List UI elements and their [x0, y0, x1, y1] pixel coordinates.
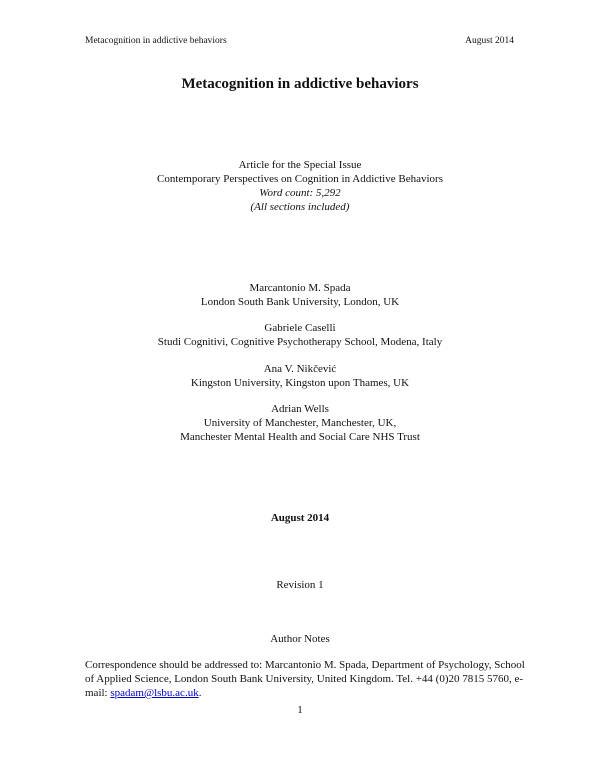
author-name: Gabriele Caselli: [264, 322, 336, 334]
author-block-3: [0, 362, 600, 390]
author-affiliation: University of Manchester, Manchester, UK,: [203, 417, 397, 429]
email-link[interactable]: spadam@lsbu.ac.uk: [110, 687, 199, 699]
page-number: 1: [297, 704, 303, 716]
paper-title: Metacognition in addictive behaviors: [181, 76, 419, 92]
author-block-4: [0, 402, 600, 444]
article-info: [0, 158, 600, 214]
author-block-2: [0, 321, 600, 349]
author-affiliation-secondary: Manchester Mental Health and Social Care NHS Trust: [180, 431, 420, 443]
author-name: Marcantonio M. Spada: [249, 282, 351, 294]
word-count: Word count: 5,292: [259, 187, 341, 199]
issue-title-line: Contemporary Perspectives on Cognition in Addictive Behaviors: [157, 173, 443, 185]
correspondence-note: [85, 658, 530, 700]
running-head-title: Metacognition in addictive behaviors: [85, 36, 227, 46]
author-block-1: [0, 281, 600, 309]
submission-date: August 2014: [270, 512, 330, 524]
author-name: Adrian Wells: [271, 403, 329, 415]
correspondence-tail: .: [198, 687, 202, 699]
sections-note: (All sections included): [250, 201, 350, 213]
author-affiliation: London South Bank University, London, UK: [200, 296, 400, 308]
revision-label: Revision 1: [276, 579, 324, 591]
author-affiliation: Studi Cognitivi, Cognitive Psychotherapy School, Modena, Italy: [157, 336, 443, 348]
author-name: Ana V. Nikčević: [263, 363, 337, 375]
correspondence-text: Correspondence should be addressed to: Marcantonio M. Spada, Department of Psychology, School of Applied Science, London South Bank University, United Kingdom. Tel. +44 (0)20 7815 5760, e-mail:: [85, 659, 525, 699]
author-notes-heading: Author Notes: [270, 633, 330, 645]
running-head-date: August 2014: [465, 36, 514, 46]
author-affiliation: Kingston University, Kingston upon Thames, UK: [190, 377, 410, 389]
running-head: [85, 36, 514, 46]
special-issue-line: Article for the Special Issue: [238, 159, 362, 171]
